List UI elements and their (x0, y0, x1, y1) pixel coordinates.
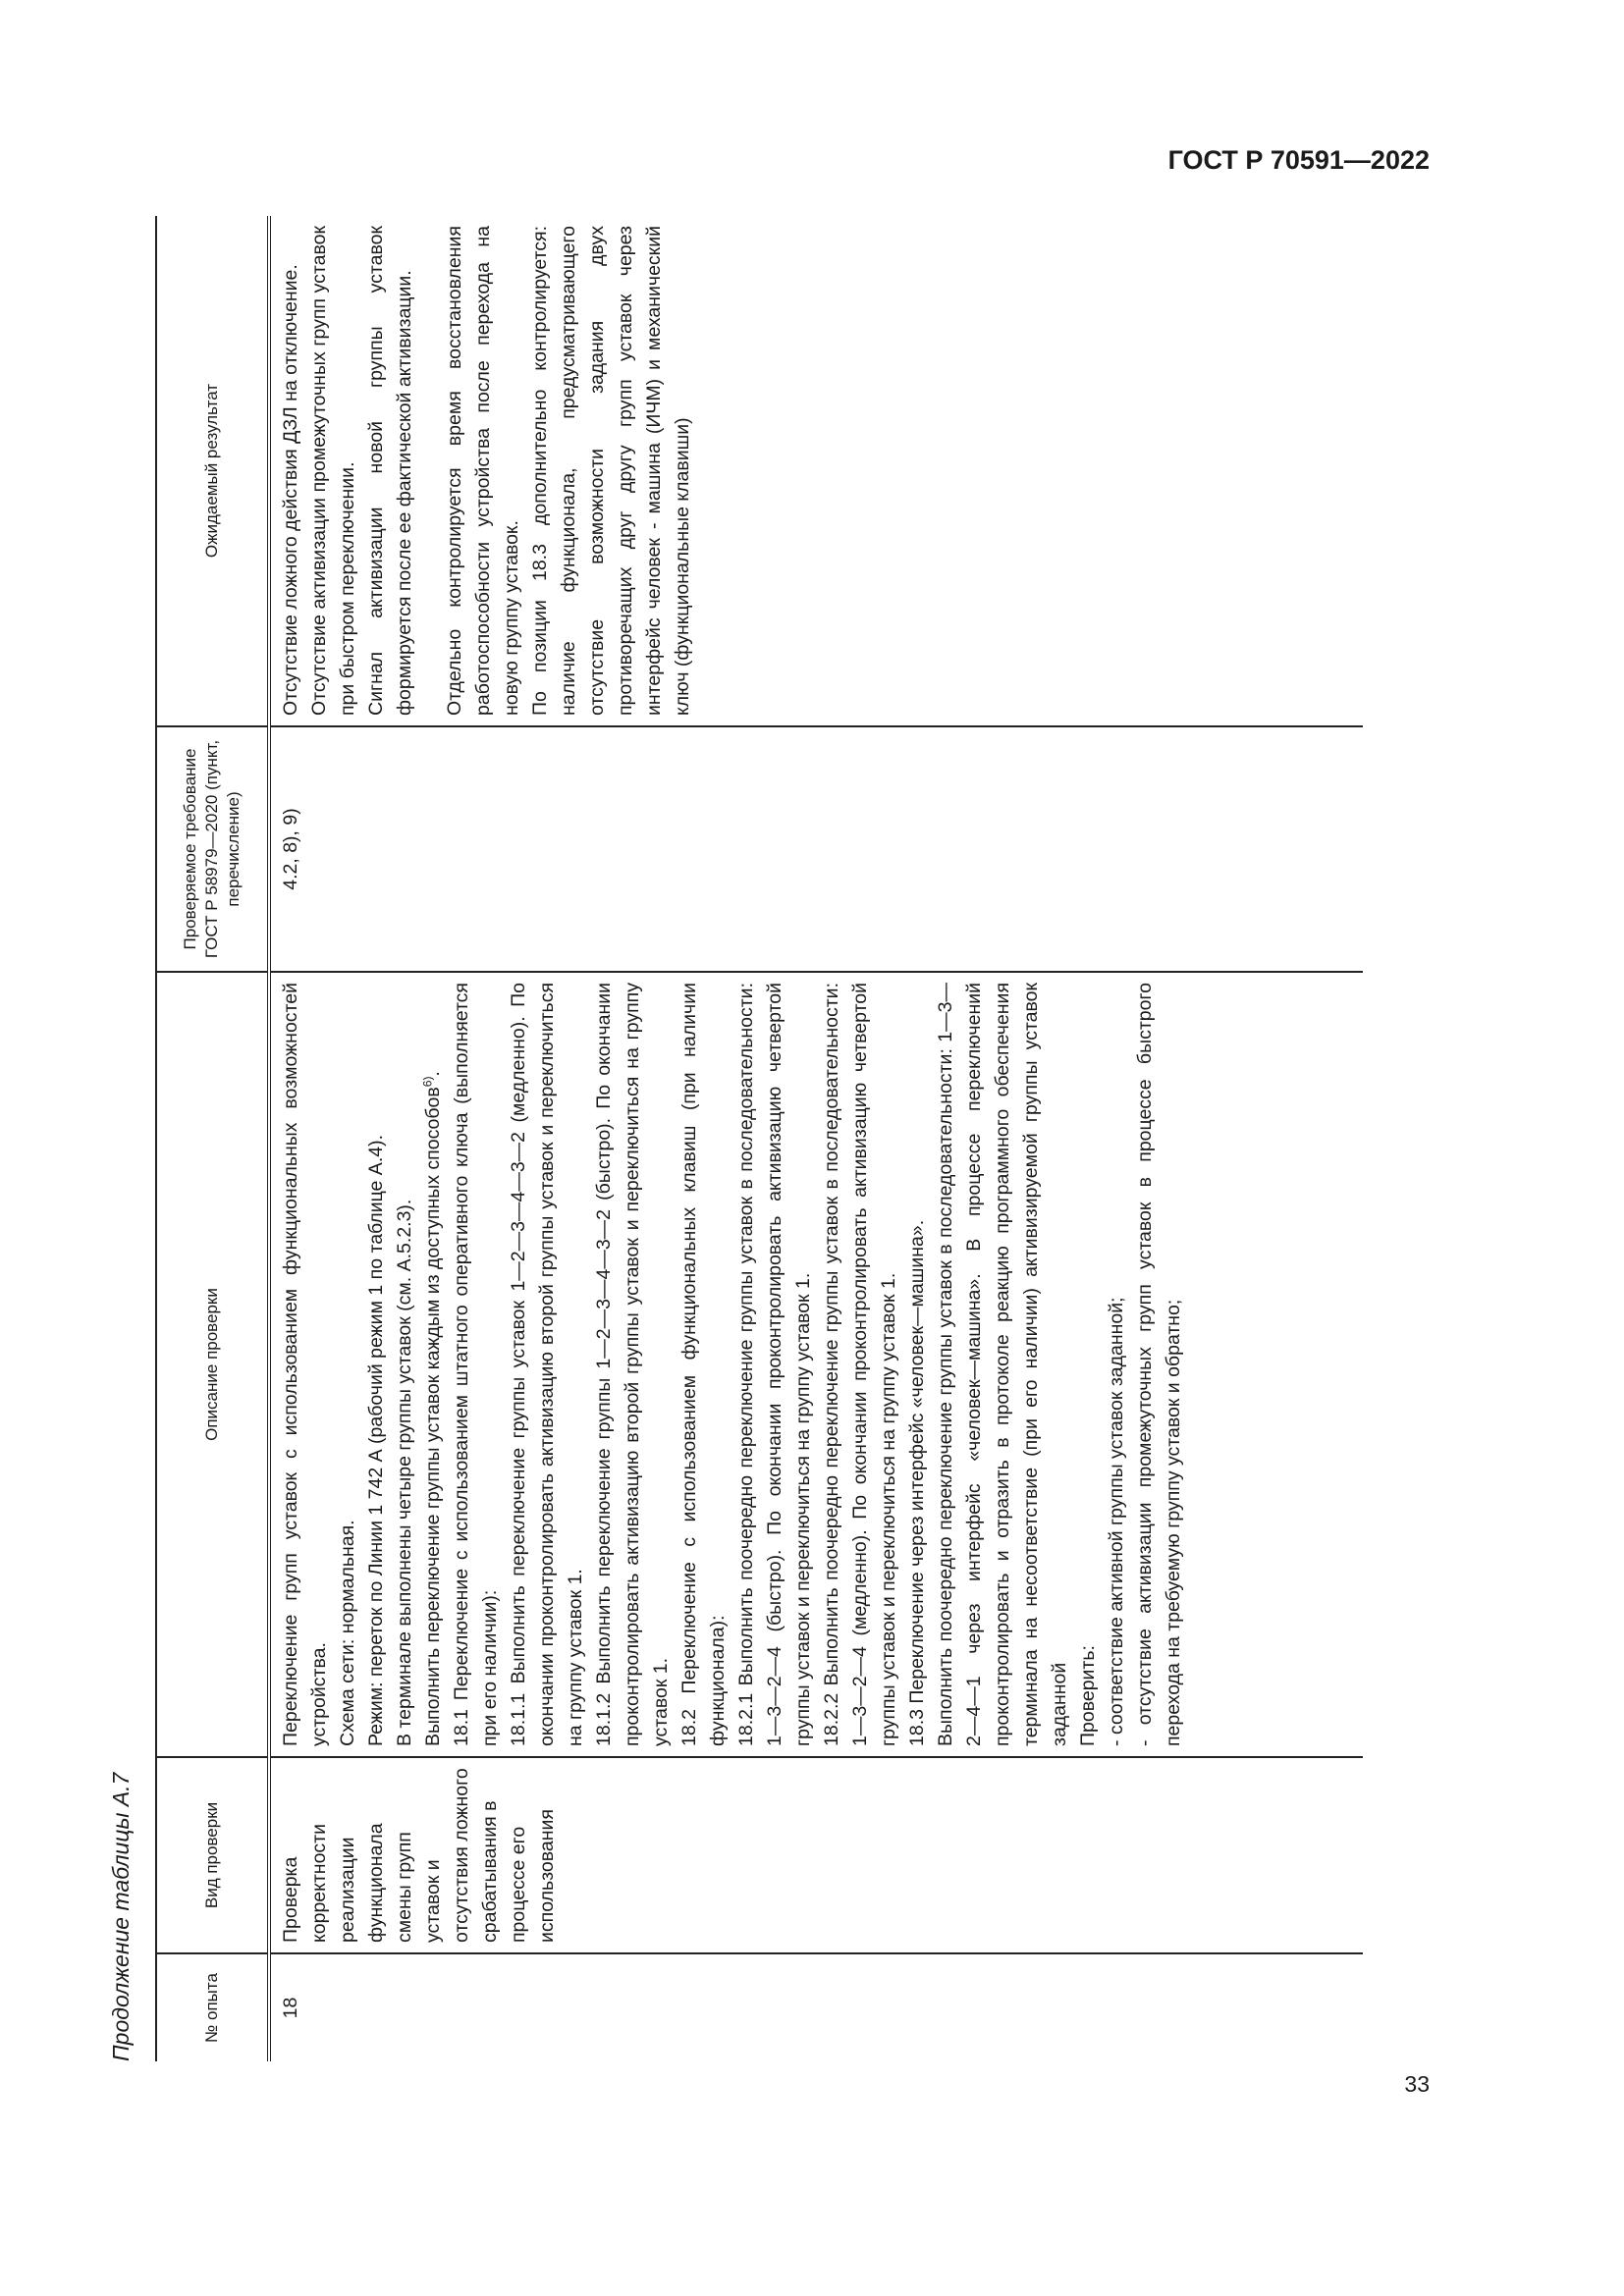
description-text: Выполнить переключение группы уставок каждым из доступных способов (422, 1087, 444, 1746)
expected-line: По позиции 18.3 дополнительно контролируется: наличие функционала, предусматривающего отсутствие возможности задания двух противоречащих друг другу групп уставок через интерфейс человек - машина (ИЧМ) и механический ключ (функциональные клавиши) (529, 226, 693, 716)
expected-line: Сигнал активизации новой группы уставок формируется после ее фактической активизации. (365, 226, 415, 716)
column-header-requirement: Проверяемое требование ГОСТ Р 58979—2020 (пункт, перечисление) (156, 726, 269, 972)
column-header-expected-result: Ожидаемый результат (156, 216, 269, 726)
description-line: Режим: переток по Линии 1 742 А (рабочий режим 1 по таблице А.4). (365, 1135, 387, 1746)
description-line: Схема сети: нормальная. (337, 1520, 358, 1746)
table-header-row (156, 216, 269, 2061)
paragraph-gap (419, 226, 441, 716)
description-line: 18.3 Переключение через интерфейс «человек—машина». (906, 1219, 928, 1746)
description-line: Выполнить поочередно переключение группы уставок в последовательности: 1—3—2—4—1 через интерфейс «человек—машина». В процессе переключений проконтролировать и отразить в протоколе реакцию программного обеспечения терминала на несоответствие (при его наличии) активизируемой группы уставок заданной (935, 983, 1070, 1746)
row-number: 18 (280, 1997, 301, 2019)
description-line: Выполнить переключение группы уставок каждым из доступных способов$^{6)}$. (420, 1071, 444, 1746)
description-line: 18.2 Переключение с использованием функциональных клавиш (при наличии функционала): (678, 983, 729, 1746)
column-header-check-type: Вид проверки (156, 1757, 269, 1953)
row-check-type: Проверка корректности реализации функционала смены групп уставок и отсутствия ложного срабатывания в процессе его использования (269, 1757, 1363, 1953)
row-expected-result (269, 216, 1363, 726)
document-code: ГОСТ Р 70591—2022 (1167, 145, 1430, 175)
description-line: 18.1.2 Выполнить переключение группы 1—2—3—4—3—2 (быстро). По окончании проконтролировать активизацию второй группы уставок и переключиться на группу уставок 1. (593, 983, 672, 1746)
footnote-marker: 6) (420, 1076, 435, 1088)
expected-line: Отдельно контролируется время восстановления работоспособности устройства после перехода на новую группу уставок. (444, 226, 522, 716)
test-table (155, 216, 1363, 2061)
description-line: 18.2.1 Выполнить поочередно переключение группы уставок в последовательности: 1—3—2—4 (быстро). По окончании проконтролировать активизацию четвертой группы уставок и переключиться на группу уставок 1. (735, 983, 814, 1746)
expected-line: Отсутствие ложного действия ДЗЛ на отключение. (280, 264, 301, 716)
rotated-table-region (108, 216, 1424, 2061)
row-description (269, 972, 1363, 1757)
description-line: - отсутствие активизации промежуточных групп уставок в процессе быстрого перехода на требуемую группу уставок и обратно; (1134, 983, 1184, 1746)
table-continuation-label: Продолжение таблицы А.7 (108, 1772, 134, 2061)
table-row (269, 216, 1363, 2061)
page-number: 33 (1404, 2071, 1430, 2097)
column-header-description: Описание проверки (156, 972, 269, 1757)
description-line: Проверить: (1077, 1645, 1099, 1746)
description-line: - соответствие активной группы уставок заданной; (1106, 1297, 1127, 1746)
column-header-number: № опыта (156, 1953, 269, 2061)
description-line: Переключение групп уставок с использованием функциональных возможностей устройства. (280, 983, 330, 1746)
description-line: 18.2.2 Выполнить поочередно переключение группы уставок в последовательности: 1—3—2—4 (медленно). По окончании проконтролировать активизацию четвертой группы уставок и переключиться на группу уставок 1. (821, 983, 899, 1746)
row-requirement: 4.2, 8), 9) (269, 726, 1363, 972)
description-line: 18.1.1 Выполнить переключение группы уставок 1—2—3—4—3—2 (медленно). По окончании проконтролировать активизацию второй группы уставок и переключиться на группу уставок 1. (508, 983, 586, 1746)
expected-line: Отсутствие активизации промежуточных групп уставок при быстром переключении. (308, 226, 358, 716)
description-line: В терминале выполнены четыре группы уставок (см. А.5.2.3). (394, 1199, 415, 1746)
description-line: 18.1 Переключение с использованием штатного оперативного ключа (выполняется при его наличии): (451, 983, 501, 1746)
